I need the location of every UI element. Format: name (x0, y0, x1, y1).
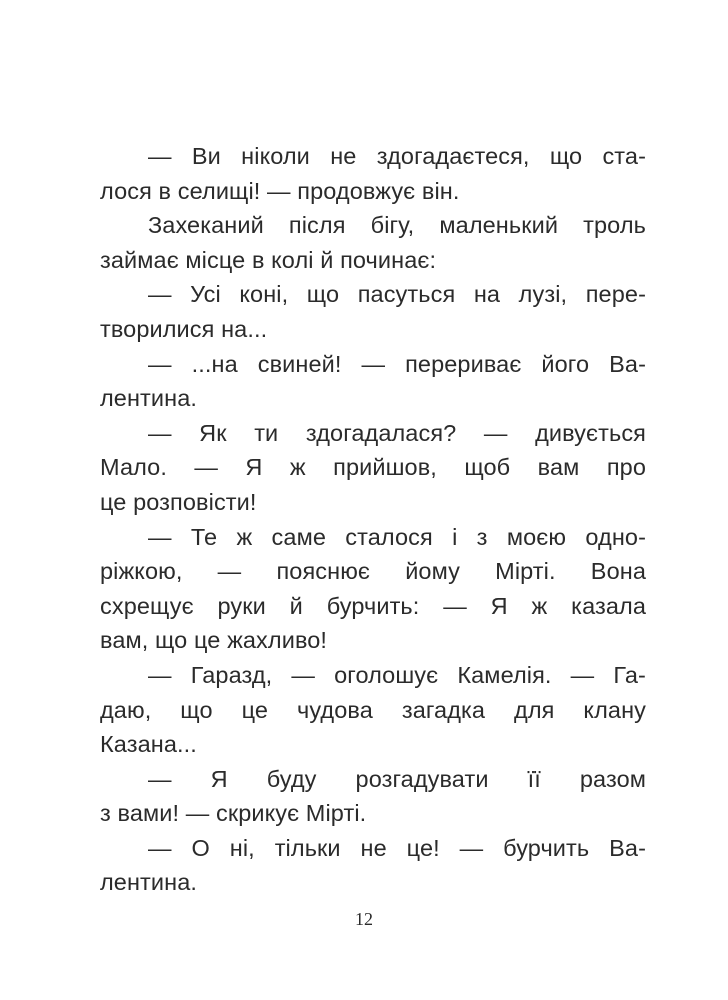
text-line: — Як ти здогадалася? — дивується (148, 419, 646, 446)
text-line: Захеканий після бігу, маленький троль (148, 212, 646, 239)
text-line: Мало. — Я ж прийшов, щоб вам про (100, 454, 646, 481)
text-line: лентина. (100, 869, 198, 896)
text-line: вам, що це жахливо! (100, 627, 328, 654)
text-line: — Я буду розгадувати її разом (148, 765, 646, 792)
text-line: лентина. (100, 385, 198, 412)
text-line: схрещує руки й бурчить: — Я ж казала (100, 592, 646, 619)
text-line: — О ні, тільки не це! — бурчить Ва- (148, 834, 646, 861)
text-line: ріжкою, — пояснює йому Мірті. Вона (100, 558, 646, 585)
body-text (100, 139, 646, 900)
text-line: даю, що це чудова загадка для клану (100, 696, 646, 723)
text-line: — Усі коні, що пасуться на лузі, пере- (148, 281, 646, 308)
text-line: з вами! — скрикує Мірті. (100, 800, 367, 827)
text-line: це розповісти! (100, 488, 257, 515)
text-line: Казана... (100, 731, 197, 758)
text-line: займає місце в колі й починає: (100, 246, 437, 273)
text-line: — Ви ніколи не здогадаєтеся, що ста- (148, 143, 646, 169)
text-line: — Гаразд, — оголошує Камелія. — Га- (148, 661, 646, 688)
text-line: лося в селищі! — продовжує він. (100, 177, 460, 204)
text-line: творилися на... (100, 315, 268, 342)
text-line: — ...на свиней! — перериває його Ва- (148, 350, 646, 377)
text-line: — Те ж саме сталося і з моєю одно- (148, 523, 646, 550)
page-number: 12 (355, 909, 373, 929)
